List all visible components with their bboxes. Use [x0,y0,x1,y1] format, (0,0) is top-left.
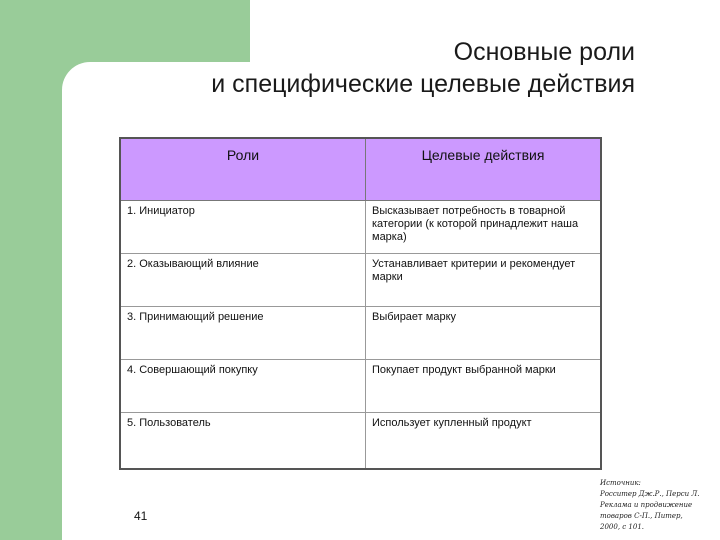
source-line: Источник: [600,479,641,487]
decorative-green-strip [0,0,62,540]
slide-title-line-2: и специфические целевые действия [211,70,635,98]
page-number: 41 [134,509,148,523]
role-cell: 1. Инициатор [120,201,366,254]
role-cell: 5. Пользователь [120,413,366,469]
source-line: товаров С-П., Питер, [600,512,683,520]
table-row [120,307,601,360]
source-note [600,478,710,533]
slide-title-line-1: Основные роли [453,38,635,66]
roles-table [119,137,602,470]
table-row [120,201,601,254]
source-line: 2000, с 101. [600,523,644,531]
role-cell: 4. Совершающий покупку [120,360,366,413]
action-cell: Выбирает марку [366,307,602,360]
action-cell: Покупает продукт выбранной марки [366,360,602,413]
action-cell: Устанавливает критерии и рекомендует марки [366,254,602,307]
source-line: Росситер Дж.Р., Перси Л. [600,490,700,498]
header-target-actions: Целевые действия [366,138,602,201]
action-cell: Использует купленный продукт [366,413,602,469]
action-cell: Высказывает потребность в товарной категории (к которой принадлежит наша марка) [366,201,602,254]
slide-title [211,36,635,100]
role-cell: 3. Принимающий решение [120,307,366,360]
role-cell: 2. Оказывающий влияние [120,254,366,307]
table-row [120,360,601,413]
header-roles: Роли [120,138,366,201]
table-row [120,254,601,307]
table-row [120,413,601,469]
table-header-row [120,138,601,201]
source-line: Реклама и продвижение [600,501,693,509]
